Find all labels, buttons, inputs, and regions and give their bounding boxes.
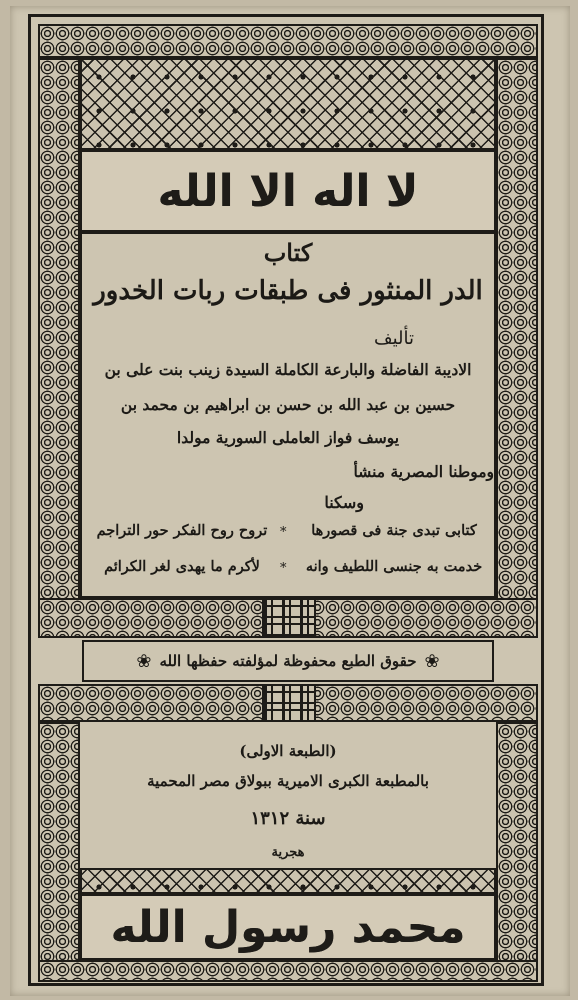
author-line-1: الاديبة الفاضلة والبارعة الكاملة السيدة زينب بنت على بن (104, 360, 472, 379)
verse-separator: * (280, 525, 287, 540)
flower-ornament-icon: ❀ (424, 650, 440, 672)
top-kufic-text: لا اله الا الله (157, 165, 419, 217)
verse-2-right: خدمت به جنسى اللطيف وانه (305, 558, 483, 575)
bottom-kufic-text: محمد رسول الله (110, 901, 466, 953)
rights-notice-box (92, 642, 484, 680)
author-line-3: يوسف فواز العاملى السورية مولدا (176, 428, 400, 447)
rights-notice: حقوق الطبع محفوظة لمؤلفته حفظها الله (159, 652, 417, 670)
book-title: الدر المنثور فى طبقات ربات الخدور (93, 276, 483, 306)
wasaka-label: وسكنا (324, 493, 364, 512)
press-name: بالمطبعة الكبرى الاميرية ببولاق مصر المحمية (147, 772, 429, 790)
book-label: كتاب (263, 238, 313, 267)
verse-1-left: تروح روح الفكر حور التراجم (96, 522, 268, 539)
lower-right-column (496, 722, 538, 982)
bottom-kufic-band (80, 894, 496, 960)
verse-2-left: لأكرم ما يهدى لغر الكرائم (104, 558, 260, 575)
bottom-ring-border (38, 960, 538, 982)
publication-year: سنة ١٣١٢ (250, 808, 326, 829)
flower-ornament-icon: ❀ (136, 650, 152, 672)
author-line-4: وموطنا المصرية منشأ (353, 462, 494, 481)
lower-center-knot (262, 684, 316, 722)
middle-center-knot (262, 598, 316, 638)
verse-1-right: كتابى تبدى جنة فى قصورها (311, 522, 477, 539)
authorship-label: تأليف (373, 328, 414, 349)
edition-label: (الطبعة الاولى) (239, 742, 337, 760)
top-star-ornament (80, 58, 496, 150)
top-kufic-band (80, 150, 496, 232)
right-ring-column (496, 58, 538, 618)
hijri-label: هجرية (271, 845, 305, 860)
lower-star-ornament (80, 868, 496, 894)
author-line-2: حسين بن عبد الله بن حسن بن ابراهيم بن محمد بن (120, 395, 456, 414)
lower-left-column (38, 722, 80, 982)
top-ring-border (38, 24, 538, 58)
verse-separator: * (280, 561, 287, 576)
left-ring-column (38, 58, 80, 618)
